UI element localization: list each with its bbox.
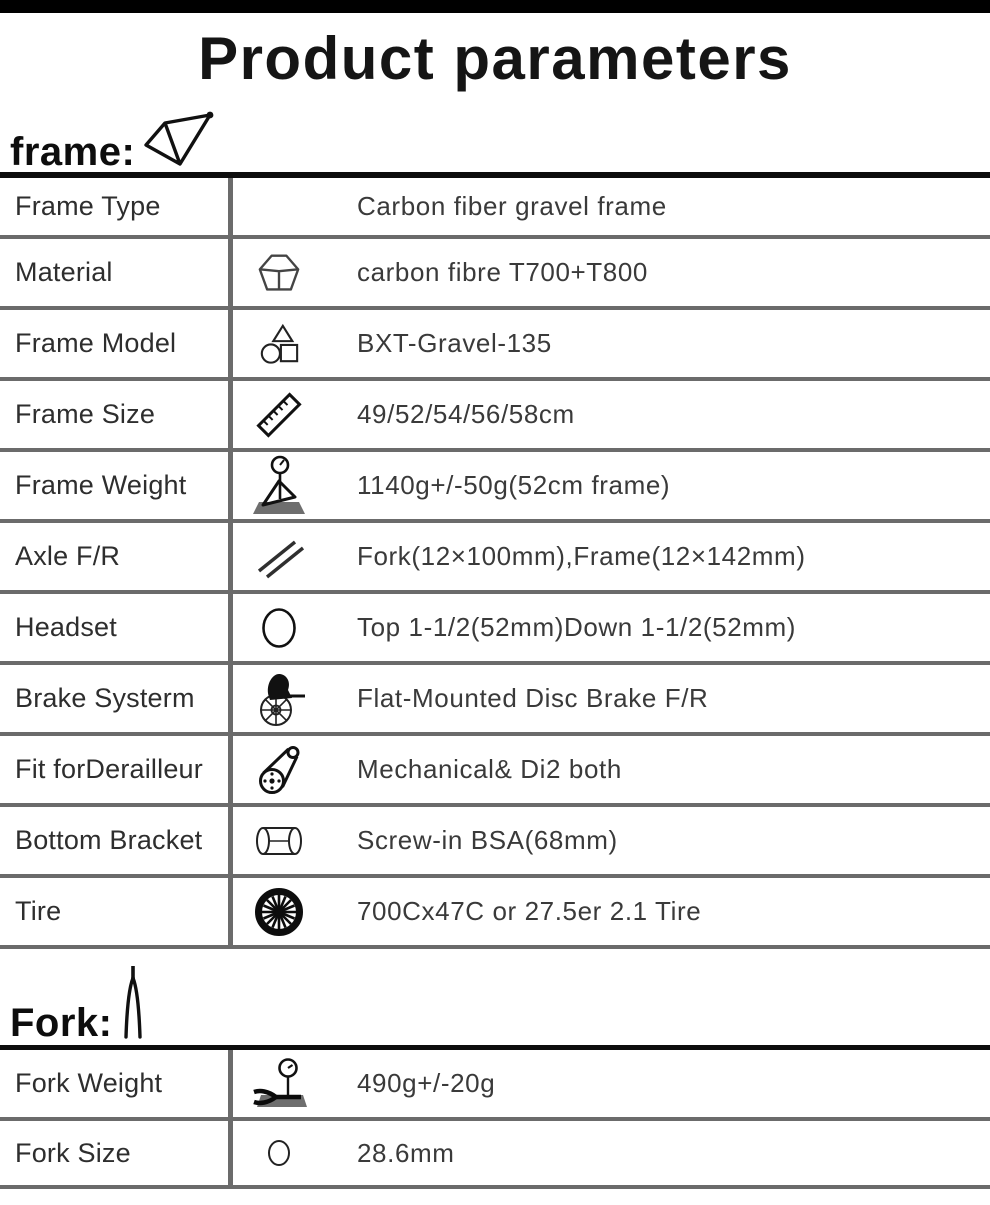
spec-label: Axle F/R bbox=[15, 541, 121, 571]
table-row bbox=[0, 239, 990, 310]
spec-value: Fork(12×100mm),Frame(12×142mm) bbox=[357, 541, 806, 571]
table-row bbox=[0, 807, 990, 878]
spec-value: 28.6mm bbox=[357, 1137, 455, 1168]
fork-heading-label: Fork: bbox=[10, 1001, 113, 1045]
spec-value: BXT-Gravel-135 bbox=[357, 328, 552, 358]
disc-brake-icon bbox=[228, 670, 325, 728]
fork-icon bbox=[113, 964, 147, 1043]
bottom-bracket-icon bbox=[228, 823, 325, 859]
spec-label: Fork Weight bbox=[15, 1068, 163, 1098]
spec-label: Tire bbox=[15, 896, 62, 926]
fork-ring-icon bbox=[228, 1137, 325, 1169]
table-row bbox=[0, 1050, 990, 1121]
spec-value: 490g+/-20g bbox=[357, 1068, 496, 1098]
spec-label: Brake Systerm bbox=[15, 683, 195, 713]
page-title: Product parameters bbox=[198, 25, 792, 92]
bike-frame-icon bbox=[135, 111, 215, 172]
spec-label: Bottom Bracket bbox=[15, 825, 203, 855]
thru-axle-icon bbox=[228, 534, 325, 580]
section-heading-fork bbox=[0, 993, 990, 1043]
spec-value: Top 1-1/2(52mm)Down 1-1/2(52mm) bbox=[357, 612, 797, 642]
spec-value: carbon fibre T700+T800 bbox=[357, 257, 648, 287]
headset-ring-icon bbox=[228, 606, 325, 650]
table-row bbox=[0, 665, 990, 736]
ruler-icon bbox=[228, 391, 325, 439]
spec-value: 49/52/54/56/58cm bbox=[357, 399, 575, 429]
frame-spec-table bbox=[0, 172, 990, 949]
spec-label: Frame Model bbox=[15, 328, 177, 358]
spec-value: Screw-in BSA(68mm) bbox=[357, 825, 618, 855]
spec-value: Flat-Mounted Disc Brake F/R bbox=[357, 683, 709, 713]
carbon-fiber-icon bbox=[228, 252, 325, 294]
spec-value: Mechanical& Di2 both bbox=[357, 754, 622, 784]
wheel-icon bbox=[228, 887, 325, 937]
top-black-bar bbox=[0, 0, 990, 13]
derailleur-icon bbox=[228, 744, 325, 796]
spec-label: Fork Size bbox=[15, 1137, 131, 1168]
frame-heading-label: frame: bbox=[10, 130, 136, 174]
table-row bbox=[0, 523, 990, 594]
fork-scale-icon bbox=[228, 1057, 325, 1111]
spec-value: 700Cx47C or 27.5er 2.1 Tire bbox=[357, 896, 702, 926]
table-row bbox=[0, 594, 990, 665]
table-row bbox=[0, 381, 990, 452]
table-row bbox=[0, 1121, 990, 1189]
spec-label: Headset bbox=[15, 612, 117, 642]
table-row bbox=[0, 310, 990, 381]
spec-label: Material bbox=[15, 257, 113, 287]
shapes-icon bbox=[228, 322, 325, 366]
fork-spec-table bbox=[0, 1045, 990, 1189]
spec-value: 1140g+/-50g(52cm frame) bbox=[357, 470, 671, 500]
spec-value: Carbon fiber gravel frame bbox=[357, 191, 667, 221]
spec-label: Frame Size bbox=[15, 399, 156, 429]
section-heading-frame bbox=[0, 124, 990, 172]
spec-label: Fit forDerailleur bbox=[15, 754, 203, 784]
spec-label: Frame Weight bbox=[15, 470, 187, 500]
frame-scale-icon bbox=[228, 455, 325, 517]
table-row bbox=[0, 736, 990, 807]
table-row bbox=[0, 878, 990, 949]
spec-label: Frame Type bbox=[15, 191, 161, 221]
table-row bbox=[0, 178, 990, 239]
table-row bbox=[0, 452, 990, 523]
